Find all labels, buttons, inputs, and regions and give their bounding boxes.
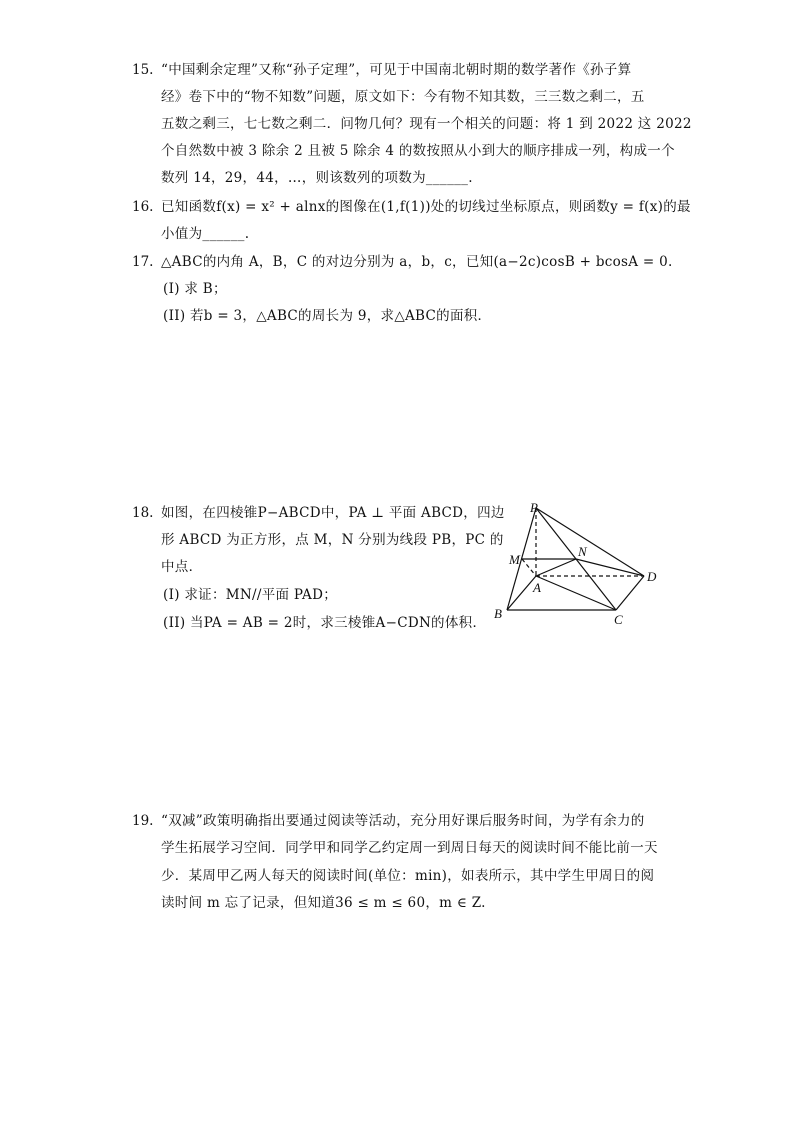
question-15-number: 15. xyxy=(132,62,154,78)
segment-ND xyxy=(576,559,644,576)
question-17-part-1: (I) 求 B； xyxy=(163,281,227,297)
label-B: B xyxy=(494,606,502,621)
question-18-part-1: (I) 求证：MN//平面 PAD； xyxy=(163,587,337,603)
question-15-line-5: 数列 14，29，44，…，则该数列的项数为______. xyxy=(161,170,473,186)
question-18-number: 18. xyxy=(132,505,154,521)
segment-AC xyxy=(536,576,616,610)
question-16-number: 16. xyxy=(132,199,154,215)
question-17-statement: △ABC的内角 A，B，C 的对边分别为 a，b，c，已知(a−2c)cosB + bcosA = 0. xyxy=(161,254,673,270)
label-P: P xyxy=(530,500,538,515)
edge-PD xyxy=(536,508,644,576)
question-18-line-2: 形 ABCD 为正方形，点 M，N 分别为线段 PB，PC 的 xyxy=(161,532,504,548)
question-15-line-3: 五数之剩三，七七数之剩二．问物几何？现有一个相关的问题：将 1 到 2022 这 2022 xyxy=(161,116,692,132)
question-19-line-2: 学生拓展学习空间．同学甲和同学乙约定周一到周日每天的阅读时间不能比前一天 xyxy=(161,840,658,856)
question-19-number: 19. xyxy=(132,813,154,829)
label-M: M xyxy=(509,552,520,567)
question-18-part-2: (II) 当PA = AB = 2时，求三棱锥A−CDN的体积． xyxy=(163,615,487,631)
segment-AN xyxy=(536,559,576,576)
label-A: A xyxy=(533,580,541,595)
question-19-line-3: 少．某周甲乙两人每天的阅读时间(单位：min)，如表所示，其中学生甲周日的阅 xyxy=(161,868,655,884)
question-19-line-1: “双减”政策明确指出要通过阅读等活动，充分用好课后服务时间，为学有余力的 xyxy=(161,813,645,829)
question-18-line-1: 如图，在四棱锥P−ABCD中，PA ⊥ 平面 ABCD，四边 xyxy=(161,505,505,521)
question-19-line-4: 读时间 m 忘了记录，但知道36 ≤ m ≤ 60，m ∈ Z. xyxy=(161,895,486,911)
question-16-line-2: 小值为______. xyxy=(161,226,250,242)
segment-MA-dashed xyxy=(522,559,536,576)
question-17-part-2: (II) 若b = 3，△ABC的周长为 9，求△ABC的面积． xyxy=(163,308,492,324)
question-17-number: 17. xyxy=(132,254,154,270)
label-D: D xyxy=(647,569,657,584)
question-18-line-3: 中点． xyxy=(161,559,203,575)
label-C: C xyxy=(614,612,623,627)
question-15-line-1: “中国剩余定理”又称“孙子定理”，可见于中国南北朝时期的数学著作《孙子算 xyxy=(161,62,632,78)
label-N: N xyxy=(578,544,587,559)
question-15-line-2: 经》卷下中的“物不知数”问题，原文如下：今有物不知其数，三三数之剩二，五 xyxy=(161,89,645,105)
question-16-line-1: 已知函数f(x) = x² + alnx的图像在(1,f(1))处的切线过坐标原点，则函数y = f(x)的最 xyxy=(161,199,691,215)
question-15-line-4: 个自然数中被 3 除余 2 且被 5 除余 4 的数按照从小到大的顺序排成一列，构成一个 xyxy=(161,143,675,159)
pyramid-figure xyxy=(492,500,672,630)
edge-CD xyxy=(616,576,644,610)
